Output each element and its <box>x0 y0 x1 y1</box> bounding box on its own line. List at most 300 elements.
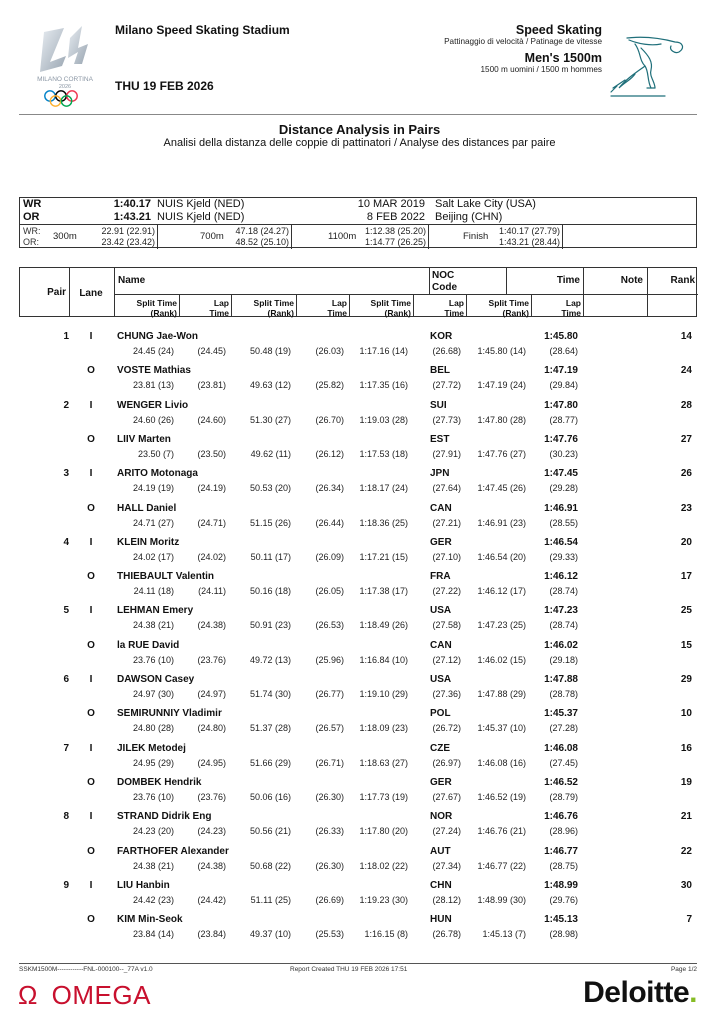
split-time-rank: 1:47.80 (28) <box>477 414 526 425</box>
split-or: 1:14.77 (26.25) <box>364 236 426 247</box>
lap-time: (26.09) <box>315 551 344 562</box>
final-rank: 21 <box>680 811 692 823</box>
record-row-or <box>20 211 696 224</box>
final-time: 1:46.02 <box>544 639 578 651</box>
final-rank: 22 <box>680 845 692 857</box>
lap-time: (24.02) <box>197 551 226 562</box>
final-time: 1:48.99 <box>544 879 578 891</box>
report-created: Report Created THU 19 FEB 2026 17:51 <box>290 966 408 973</box>
athlete-name: WENGER Livio <box>117 399 189 411</box>
split-time-rank: 24.60 (26) <box>132 414 174 425</box>
table-row <box>0 468 719 502</box>
split-wr: 22.91 (22.91) <box>101 226 155 236</box>
athlete-name: HALL Daniel <box>117 502 177 514</box>
final-rank: 29 <box>680 674 692 685</box>
lap-time: (26.53) <box>315 620 344 631</box>
lap-time: (27.10) <box>432 551 461 562</box>
split-label: Split Time <box>370 298 411 308</box>
final-rank: 24 <box>680 365 692 377</box>
split-time-rank: 24.23 (20) <box>132 826 174 837</box>
time-label: Time <box>209 308 229 318</box>
noc-code: EST <box>430 433 450 445</box>
milano-cortina-2026-logo <box>30 18 100 110</box>
split-label: Split Time <box>253 298 294 308</box>
lap-time: (26.57) <box>315 723 344 734</box>
noc-code: CAN <box>430 502 452 514</box>
split-time-rank: 24.19 (19) <box>132 483 174 494</box>
table-row <box>0 811 719 845</box>
lap-time: (23.76) <box>197 654 226 665</box>
split-time-rank: 24.95 (29) <box>132 757 174 768</box>
rank-label: (Rank) <box>502 308 529 318</box>
final-time: 1:47.23 <box>544 605 578 617</box>
noc-code: JPN <box>430 468 450 480</box>
noc-code: CAN <box>430 639 452 651</box>
split-time-rank: 1:46.12 (17) <box>477 586 526 597</box>
lap-time: (24.97) <box>197 689 226 699</box>
noc-code: CHN <box>430 879 452 891</box>
split-wr: 1:12.38 (25.20) <box>364 226 426 236</box>
lap-time: (24.45) <box>197 346 226 356</box>
table-row <box>0 605 719 639</box>
split-time-rank: 51.11 (25) <box>250 894 291 905</box>
pair-number: 6 <box>63 674 69 685</box>
final-time: 1:46.76 <box>544 811 578 823</box>
rank-label: (Rank) <box>267 308 294 318</box>
lap-time: (28.78) <box>549 689 578 699</box>
split-time-rank: 1:46.02 (15) <box>477 654 526 665</box>
lap-time: (29.76) <box>549 894 578 905</box>
page-number: Page 1/2 <box>670 966 697 973</box>
pair-number: 9 <box>63 879 69 891</box>
split-time-rank: 23.76 (10) <box>132 791 174 802</box>
final-rank: 14 <box>680 331 692 342</box>
lap-time: (23.76) <box>197 791 226 802</box>
lane-code: O <box>87 502 95 514</box>
split-time-rank: 50.53 (20) <box>249 483 291 494</box>
record-split-cell <box>292 225 429 249</box>
split-time-rank: 24.11 (18) <box>133 586 174 597</box>
header-split-finish <box>467 298 529 318</box>
header-rank: Rank <box>670 275 695 286</box>
split-time-rank: 1:18.36 (25) <box>359 517 408 528</box>
athlete-name: LEHMAN Emery <box>117 605 194 617</box>
header-split-1100 <box>350 298 411 318</box>
split-time-rank: 24.80 (28) <box>132 723 174 734</box>
record-split-cell <box>158 225 292 249</box>
split-time-rank: 50.06 (16) <box>249 791 291 802</box>
record-place: Salt Lake City (USA) <box>435 198 536 210</box>
split-time-rank: 1:17.53 (18) <box>359 448 408 459</box>
final-time: 1:47.19 <box>544 365 578 377</box>
lap-time: (27.21) <box>432 517 461 528</box>
split-time-rank: 24.38 (21) <box>132 620 174 631</box>
lane-code: O <box>87 845 95 857</box>
split-values <box>235 226 289 247</box>
split-time-rank: 1:47.23 (25) <box>477 620 526 631</box>
lap-time: (27.24) <box>432 826 461 837</box>
lap-label: Lap <box>331 298 347 308</box>
lap-time: (24.95) <box>197 757 226 768</box>
lap-time: (24.42) <box>197 894 226 905</box>
lap-time: (25.82) <box>315 380 344 391</box>
record-time: 1:43.21 <box>113 211 151 223</box>
lap-time: (26.70) <box>315 414 344 425</box>
lap-time: (27.64) <box>432 483 461 494</box>
split-time-rank: 49.72 (13) <box>249 654 291 665</box>
rank-label: (Rank) <box>150 308 177 318</box>
final-time: 1:46.91 <box>544 502 578 514</box>
split-time-rank: 1:19.03 (28) <box>359 414 408 425</box>
lap-time: (26.33) <box>315 826 344 837</box>
lap-time: (27.58) <box>432 620 461 631</box>
final-time: 1:46.08 <box>544 742 578 754</box>
lap-label: Lap <box>565 298 581 308</box>
header-noc <box>432 270 457 294</box>
record-holder: NUIS Kjeld (NED) <box>157 198 245 210</box>
lane-code: O <box>87 571 95 583</box>
header-time: Time <box>556 275 580 286</box>
split-values <box>499 226 560 247</box>
record-place: Beijing (CHN) <box>435 211 503 223</box>
lap-time: (24.11) <box>198 586 226 597</box>
lap-time: (27.34) <box>432 860 461 871</box>
lap-time: (26.69) <box>315 894 344 905</box>
header-divider <box>19 114 697 115</box>
event-date: THU 19 FEB 2026 <box>115 79 214 93</box>
lane-code: I <box>89 879 93 891</box>
lane-code: I <box>89 811 93 823</box>
lap-time: (28.12) <box>432 894 461 905</box>
noc-code: HUN <box>430 914 452 926</box>
split-time-rank: 50.11 (17) <box>250 551 291 562</box>
lap-time: (28.75) <box>549 860 578 871</box>
noc-code: GER <box>430 536 452 548</box>
lap-time: (28.74) <box>549 620 578 631</box>
lap-time: (28.79) <box>549 791 578 802</box>
split-wr: 47.18 (24.27) <box>235 226 289 236</box>
lap-time: (27.12) <box>432 654 461 665</box>
noc-code: KOR <box>430 331 453 342</box>
split-time-rank: 1:47.76 (27) <box>477 448 526 459</box>
lap-time: (26.34) <box>315 483 344 494</box>
noc-code: FRA <box>430 571 451 583</box>
header-pair: Pair <box>47 287 66 298</box>
document-subtitle: Analisi della distanza delle coppie di pattinatori / Analyse des distances par paire <box>163 137 556 149</box>
lap-label: Lap <box>213 298 229 308</box>
split-label: Split Time <box>488 298 529 308</box>
records-box <box>19 197 697 248</box>
record-split-cell <box>20 225 158 249</box>
athlete-name: THIEBAULT Valentin <box>117 571 215 583</box>
lap-time: (26.05) <box>315 586 344 597</box>
final-rank: 20 <box>680 536 692 548</box>
lap-time: (26.30) <box>315 791 344 802</box>
lane-code: O <box>87 776 95 788</box>
lap-time: (24.38) <box>197 620 226 631</box>
header-noc-line1: NOC <box>432 270 455 281</box>
pair-number: 4 <box>63 536 69 548</box>
split-time-rank: 1:17.80 (20) <box>359 826 408 837</box>
table-row <box>0 708 719 742</box>
header-noc-line2: Code <box>432 282 457 293</box>
split-time-rank: 24.02 (17) <box>132 551 174 562</box>
lap-time: (26.71) <box>315 757 344 768</box>
split-time-rank: 1:46.91 (23) <box>477 517 526 528</box>
lane-code: I <box>89 399 93 411</box>
table-row <box>0 846 719 880</box>
lane-code: I <box>89 605 93 617</box>
lane-code: I <box>89 536 93 548</box>
sport-title: Speed Skating <box>515 23 602 37</box>
event-title: Men's 1500m <box>524 51 602 65</box>
split-time-rank: 1:46.54 (20) <box>477 551 526 562</box>
header-note: Note <box>620 275 643 286</box>
split-time-rank: 1:48.99 (30) <box>477 894 526 905</box>
split-time-rank: 50.16 (18) <box>249 586 291 597</box>
lap-time: (26.72) <box>432 723 461 734</box>
record-split-cell <box>429 225 563 249</box>
noc-code: POL <box>430 708 451 720</box>
split-time-rank: 1:18.63 (27) <box>359 757 408 768</box>
split-or: 1:43.21 (28.44) <box>498 236 560 247</box>
athlete-name: VOSTE Mathias <box>117 365 191 377</box>
split-time-rank: 50.48 (19) <box>249 346 291 356</box>
lap-time: (26.30) <box>315 860 344 871</box>
pair-number: 2 <box>63 399 69 411</box>
final-rank: 25 <box>680 605 692 617</box>
document-code: SSKM1500M------------FNL-000100--_77A v1.0 <box>19 966 153 973</box>
final-rank: 23 <box>680 502 692 514</box>
final-time: 1:46.54 <box>544 536 578 548</box>
record-time: 1:40.17 <box>113 198 151 210</box>
lap-time: (24.19) <box>197 483 226 494</box>
record-splits <box>20 224 696 249</box>
final-time: 1:45.13 <box>544 914 578 926</box>
document-title: Distance Analysis in Pairs <box>278 122 441 137</box>
lap-time: (26.68) <box>432 346 461 356</box>
record-label: OR <box>23 211 40 223</box>
split-time-rank: 1:19.10 (29) <box>359 689 408 699</box>
sport-translations: Pattinaggio di velocità / Patinage de vitesse <box>444 37 602 46</box>
split-or: 23.42 (23.42) <box>101 236 155 247</box>
event-info <box>444 23 602 75</box>
final-time: 1:46.77 <box>544 845 578 857</box>
lap-time: (28.96) <box>549 826 578 837</box>
final-time: 1:46.52 <box>544 776 578 788</box>
table-row <box>0 537 719 571</box>
header-lap-700 <box>297 298 347 318</box>
lap-time: (23.50) <box>197 448 226 459</box>
split-time-rank: 1:19.23 (30) <box>359 894 408 905</box>
split-time-rank: 1:46.08 (16) <box>477 757 526 768</box>
split-time-rank: 24.42 (23) <box>132 894 174 905</box>
table-row <box>0 331 719 365</box>
athlete-name: LIIV Marten <box>117 433 171 445</box>
time-label: Time <box>561 308 581 318</box>
athlete-name: FARTHOFER Alexander <box>117 845 229 857</box>
header-name: Name <box>118 275 146 286</box>
omega-logo <box>18 980 151 1011</box>
split-label: Split Time <box>136 298 177 308</box>
table-row <box>0 777 719 811</box>
split-or: 48.52 (25.10) <box>235 236 289 247</box>
lane-code: I <box>89 468 93 480</box>
noc-code: USA <box>430 605 452 617</box>
deloitte-dot: . <box>689 976 697 1009</box>
table-row <box>0 400 719 434</box>
final-rank: 19 <box>680 776 692 788</box>
lap-time: (28.77) <box>549 414 578 425</box>
split-time-rank: 51.66 (29) <box>249 757 291 768</box>
final-rank: 27 <box>680 433 692 445</box>
final-rank: 16 <box>680 742 692 754</box>
lap-time: (24.23) <box>197 826 226 837</box>
header-lane: Lane <box>79 288 103 299</box>
split-time-rank: 1:46.52 (19) <box>477 791 526 802</box>
split-time-rank: 23.81 (13) <box>132 380 174 391</box>
athlete-name: KIM Min-Seok <box>117 914 183 926</box>
noc-code: BEL <box>430 365 450 377</box>
split-time-rank: 1:16.84 (10) <box>359 654 408 665</box>
table-row <box>0 674 719 708</box>
lap-time: (30.23) <box>549 448 578 459</box>
athlete-name: la RUE David <box>117 639 180 651</box>
split-time-rank: 51.37 (28) <box>249 723 291 734</box>
split-time-rank: 1:18.49 (26) <box>359 620 408 631</box>
split-time-rank: 1:18.17 (24) <box>359 483 408 494</box>
pair-number: 5 <box>63 605 69 617</box>
split-time-rank: 1:17.73 (19) <box>359 791 408 802</box>
lap-time: (29.28) <box>549 483 578 494</box>
footer-divider <box>19 963 697 964</box>
lap-time: (27.22) <box>432 586 461 597</box>
header-split-300 <box>115 298 177 318</box>
split-time-rank: 51.74 (30) <box>249 689 291 699</box>
split-time-rank: 1:45.80 (14) <box>477 346 526 356</box>
split-time-rank: 49.62 (11) <box>250 448 291 459</box>
split-time-rank: 1:45.37 (10) <box>477 723 526 734</box>
table-row <box>0 880 719 914</box>
lap-time: (27.91) <box>432 448 461 459</box>
athlete-name: ARITO Motonaga <box>117 468 198 480</box>
lap-time: (28.64) <box>549 346 578 356</box>
record-date: 10 MAR 2019 <box>357 198 425 210</box>
table-row <box>0 571 719 605</box>
pair-number: 3 <box>63 468 69 480</box>
lap-time: (24.71) <box>197 517 226 528</box>
split-distance: 700m <box>200 231 224 242</box>
lap-time: (28.55) <box>549 517 578 528</box>
final-rank: 17 <box>680 571 692 583</box>
venue-name: Milano Speed Skating Stadium <box>115 23 290 37</box>
split-time-rank: 24.38 (21) <box>132 860 174 871</box>
lap-time: (26.97) <box>432 757 461 768</box>
final-time: 1:45.80 <box>544 331 578 342</box>
final-rank: 30 <box>680 879 692 891</box>
noc-code: SUI <box>430 399 447 411</box>
deloitte-logo <box>583 976 697 1010</box>
time-label: Time <box>327 308 347 318</box>
athlete-name: CHUNG Jae-Won <box>117 331 198 342</box>
table-row <box>0 640 719 674</box>
final-time: 1:45.37 <box>544 708 578 720</box>
split-time-rank: 1:47.45 (26) <box>477 483 526 494</box>
header-lap-finish <box>532 298 581 318</box>
athlete-name: DOMBEK Hendrik <box>117 776 202 788</box>
split-time-rank: 23.50 (7) <box>137 448 174 459</box>
split-time-rank: 50.56 (21) <box>249 826 291 837</box>
time-label: Time <box>444 308 464 318</box>
split-distance: Finish <box>463 231 489 242</box>
split-time-rank: 1:45.13 (7) <box>482 929 526 940</box>
final-time: 1:47.88 <box>544 674 578 685</box>
lane-code: I <box>89 742 93 754</box>
split-time-rank: 1:46.77 (22) <box>477 860 526 871</box>
noc-code: CZE <box>430 742 450 754</box>
lap-time: (29.84) <box>549 380 578 391</box>
lap-time: (26.77) <box>315 689 344 699</box>
lap-time: (29.18) <box>549 654 578 665</box>
noc-code: GER <box>430 776 452 788</box>
event-translations: 1500 m uomini / 1500 m hommes <box>480 65 602 74</box>
pair-number: 1 <box>63 331 69 342</box>
lap-time: (24.80) <box>197 723 226 734</box>
lap-time: (27.72) <box>432 380 461 391</box>
split-values <box>365 226 426 247</box>
athlete-name: DAWSON Casey <box>117 674 195 685</box>
split-time-rank: 1:17.16 (14) <box>359 346 408 356</box>
lane-code: I <box>89 674 93 685</box>
omega-symbol-icon: Ω <box>18 980 38 1010</box>
deloitte-wordmark: Deloitte <box>583 976 690 1009</box>
final-rank: 26 <box>680 468 692 480</box>
split-time-rank: 50.91 (23) <box>249 620 291 631</box>
rank-label: (Rank) <box>384 308 411 318</box>
omega-wordmark: OMEGA <box>51 980 151 1010</box>
pair-number: 7 <box>63 742 69 754</box>
athlete-name: LIU Hanbin <box>117 879 170 891</box>
noc-code: AUT <box>430 845 451 857</box>
final-time: 1:47.45 <box>544 468 578 480</box>
split-time-rank: 24.45 (24) <box>132 346 174 356</box>
lane-code: O <box>87 365 95 377</box>
lane-code: O <box>87 914 95 926</box>
lap-time: (25.53) <box>315 929 344 940</box>
record-date: 8 FEB 2022 <box>366 211 425 223</box>
record-label: WR <box>23 198 42 210</box>
split-time-rank: 1:47.88 (29) <box>477 689 526 699</box>
prefix-wr: WR: <box>23 226 41 236</box>
lap-time: (27.67) <box>432 791 461 802</box>
split-time-rank: 1:17.35 (16) <box>359 380 408 391</box>
header-lap-300 <box>180 298 229 318</box>
final-time: 1:47.76 <box>544 433 578 445</box>
final-time: 1:46.12 <box>544 571 578 583</box>
noc-code: USA <box>430 674 452 685</box>
lap-time: (26.12) <box>315 448 344 459</box>
table-row <box>0 503 719 537</box>
lap-time: (27.73) <box>432 414 461 425</box>
split-time-rank: 51.30 (27) <box>249 414 291 425</box>
split-time-rank: 1:47.19 (24) <box>477 380 526 391</box>
final-time: 1:47.80 <box>544 399 578 411</box>
lap-time: (26.78) <box>432 929 461 940</box>
table-row <box>0 365 719 399</box>
noc-code: NOR <box>430 811 453 823</box>
final-rank: 7 <box>686 914 692 926</box>
lap-time: (28.74) <box>549 586 578 597</box>
